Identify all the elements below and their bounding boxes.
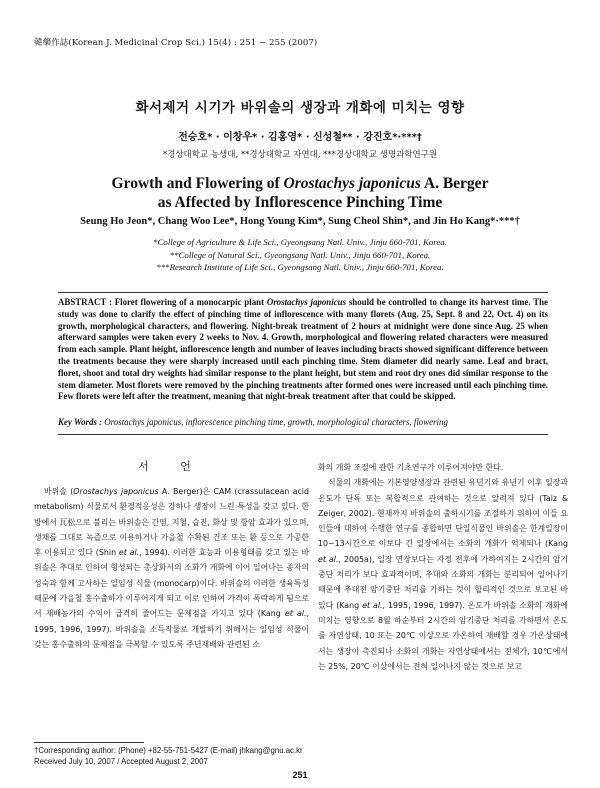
english-title-line1	[0, 174, 600, 193]
body-text: , 1995, 1996, 1997). 온도가 바위솔 소화의 개화에 미치는 영향으로 8월 하순부터 2시간의 암기중단 처리를 가하면서 온도를 자연상태, 10 또는 20℃ 이상으로 가온하여 재배할 경우 가온상태에서는 생장이 촉진되나 소화의 개화는 자연상태에서는 전체가, 10℃에서는 25%, 20℃ 이상에서는 전혀 일어나지 않는 것으로 보고	[318, 600, 568, 671]
received-accepted: Received July 10, 2007 / Accepted August 2, 2007	[34, 757, 208, 766]
korean-affiliations: *경상대학교 농생대, **경상대학교 자연대, ***경상대학교 생명과학연구원	[162, 150, 438, 160]
abstract-top-rule	[58, 292, 548, 293]
english-authors: Seung Ho Jeon*, Chang Woo Lee*, Hong Young Kim*, Sung Cheol Shin*, and Jin Ho Kang*·***†	[80, 216, 520, 227]
abstract-label: ABSTRACT :	[58, 297, 112, 307]
abstract	[58, 297, 548, 403]
left-column-text	[34, 484, 309, 652]
body-text: 식물의 개화에는 기본영양생장과 관련된 유년기와 유년기 이후 일장과 온도가 단독 또는 복합적으로 관여하는 것으로 알려져 있다 (Taiz & Zeiger, 2002). 현재까지 바위솔의 출하시기를 조절하기 위하여 이들 요인들에 대하여 수행한 연구를 종합하면 단일식물인 바위솔은 한계일장이 10~13시간으로 이보다 긴 일장에서는 소화의 개화가 억제되나 (Kang	[318, 478, 568, 549]
right-paragraph-0: 화의 개화 조절에 관한 기초연구가 이루어져야만 한다.	[318, 463, 504, 472]
body-text: 바위솔 (	[44, 487, 74, 496]
body-text: , 1994). 이러한 효능과 이용형태를 갖고 있는 바위솔은 추대로 인하여 형성되는 총상화서의 소화가 개화에 이어 일어나는 종자의 성숙과 함께 고사하는 일임성 식물 (monocarp)이다. 바위솔의 이러한 생육특성 때문에 가을철 홍수출하가 이루어지게 되고 이로 인하여 가격이 폭락하게 됨으로서 재배농가의 수익이 급격히 줄어드는 문제점을 가지고 있다 (Kang	[34, 548, 309, 619]
et-al: et al.	[118, 548, 140, 558]
et-al: et al.	[318, 554, 339, 564]
abstract-text: Floret flowering of a monocarpic plant	[111, 297, 267, 307]
footnote	[34, 745, 303, 767]
english-title	[0, 174, 600, 212]
body-text: , 2005a), 일장 연장보다는 자정 전후에 가하여지는 2시간의 암기중단 처리가 보다 효과적이며, 추대와 소화의 개화는 분리되어 일어나기 때문에 추대전 암기중단 처리를 가하는 것이 합리적인 것으로 보고된 바 있다 (Kang	[318, 554, 568, 610]
right-column-text	[318, 460, 568, 674]
affiliation-2: **College of Natural Sci., Gyeongsang Natl. Univ., Jinju 660-701, Korea.	[169, 249, 431, 260]
et-al: et al.	[362, 600, 383, 610]
abstract-bottom-rule	[58, 434, 548, 435]
korean-authors: 전승호* · 이창우* · 김홍영* · 신성철** · 강진호*·***†	[178, 132, 422, 143]
right-paragraph-1	[318, 475, 568, 674]
page-number: 251	[292, 770, 308, 780]
abstract-species: Orostachys japonicus	[266, 297, 347, 307]
english-affiliations	[0, 236, 600, 274]
korean-title: 화서제거 시기가 바위솔의 생장과 개화에 미치는 영향	[135, 100, 465, 116]
abstract-text: should be controlled to change its harvest time. The study was done to clarify the effect of pinching time of inflorescence with many florets (Aug. 25, Sept. 8 and 22, Oct. 4) on its growth, morphological characters, and flowering. Night-break treatment of 2 hours at midnight were done since Aug. 25 when afterward samples were taken every 2 weeks to Nov. 4. Growth, morphological and flowering related characters were measured from each sample. Plant height, inflorescence length and number of leaves including bracts showed significant difference between the treatments because they were sharply increased until each pinching time. Stem diameter did nearly same. Leaf and bract, floret, shoot and total dry weights had similar response to the plant height, but stem and root dry ones did similar response to the stem diameter. Most florets were removed by the pinching treatments after formed ones were increased until each pinching time. Few florets were left after the treatment, meaning that night-break treatment after that could be skipped.	[58, 297, 548, 402]
footnote-rule	[34, 742, 144, 743]
affiliation-1: *College of Agriculture & Life Sci., Gyeongsang Natl. Univ., Jinju 660-701, Korea.	[153, 237, 447, 247]
keywords	[58, 417, 548, 429]
keywords-label: Key Words :	[58, 417, 103, 427]
title-text: A. Berger	[420, 175, 489, 192]
title-text: Growth and Flowering of	[111, 175, 284, 192]
section-heading: 서 언	[138, 460, 205, 473]
body-text: A. Berger)은 CAM (crassulacean acid metabolism) 식물로서 환경적응성은 강하나 생장이 느린 특성을 갖고 있다. 한방에서 瓦松으로 불리는 바위솔은 간염, 지혈, 습진, 화상 및 항암 효과가 있으며, 생채를 그대로 녹즙으로 이용하거나 가을철 수확된 건조 또는 환 등으로 가공한 후 이용되고 있다 (Shin	[34, 487, 309, 558]
english-title-line2: as Affected by Inflorescence Pinching Time	[157, 194, 443, 211]
corresponding-author: †Corresponding author: (Phone) +82-55-751-5427 (E-mail) jhkang@gnu.ac.kr	[34, 746, 303, 755]
affiliation-3: ***Research Institute of Life Sci., Gyeongsang Natl. Univ., Jinju 660-701, Korea.	[156, 262, 444, 272]
title-species: Orostachys japonicus	[283, 175, 421, 192]
journal-header: 韓藥作誌(Korean J. Medicinal Crop Sci.) 15(4) : 251 − 255 (2007)	[34, 38, 318, 48]
body-species: Orostachys japonicus	[73, 487, 159, 496]
body-text: , 1995, 1996, 1997). 바위솔을 소득작물로 개발하기 위해서는 일임성 식물이 갖는 홍수출하의 문제점을 극복할 수 있도록 주년재배와 관련된 소	[34, 609, 310, 649]
et-al: et al.	[284, 609, 307, 619]
keywords-text: Orostachys japonicus, inflorescence pinching time, growth, morphological characters, flowering	[102, 417, 448, 427]
